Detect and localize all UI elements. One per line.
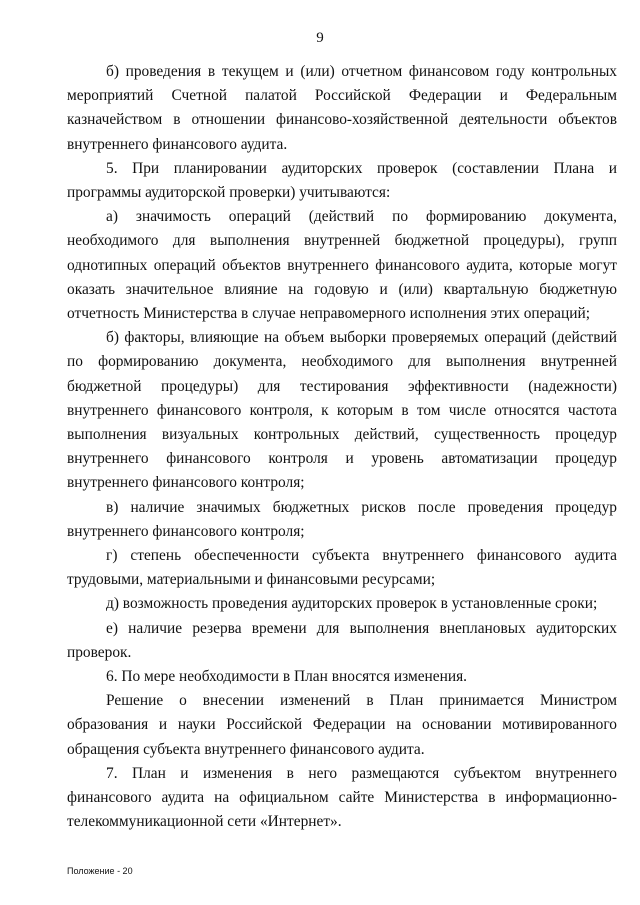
footer-label: Положение - 20 [67,866,133,876]
paragraph-v-budget-risks: в) наличие значимых бюджетных рисков после проведения процедур внутреннего финансового контроля; [67,498,617,540]
paragraph-e-time-reserve: е) наличие резерва времени для выполнения внеплановых аудиторских проверок. [67,619,617,661]
paragraph-7-publication: 7. План и изменения в него размещаются субъектом внутреннего финансового аудита на официальном сайте Министерства в информационно-телекоммуникационной сети «Интернет». [67,764,617,831]
document-body [67,60,617,835]
paragraph-d-deadlines: д) возможность проведения аудиторских проверок в установленные сроки; [106,595,598,613]
paragraph-b-control-measures: б) проведения в текущем и (или) отчетном финансовом году контрольных мероприятий Счетной палатой Российской Федерации и Федеральным казначейством в отношении финансово-хозяйственной деятельности объектов внутреннего финансового аудита. [67,63,617,153]
page-number: 9 [316,30,324,46]
paragraph-decision: Решение о внесении изменений в План принимается Министром образования и науки Российской Федерации на основании мотивированного обращения субъекта внутреннего финансового аудита. [67,692,617,758]
paragraph-5-planning: 5. При планировании аудиторских проверок (составлении Плана и программы аудиторской проверки) учитываются: [67,159,617,202]
paragraph-g-resources: г) степень обеспеченности субъекта внутреннего финансового аудита трудовыми, материальными и финансовыми ресурсами; [67,547,617,589]
paragraph-b-factors: б) факторы, влияющие на объем выборки проверяемых операций (действий по формированию документа, необходимого для выполнения внутренней бюджетной процедуры) для тестирования эффективности (надежности) внутреннего финансового контроля, к которым в том числе относятся частота выполнения визуальных контрольных действий, существенность процедур внутреннего финансового контроля и уровень автоматизации процедур внутреннего финансового контроля; [67,329,617,492]
paragraph-a-significance: а) значимость операций (действий по формированию документа, необходимого для выполнения внутренней бюджетной процедуры), групп однотипных операций объектов внутреннего финансового аудита, которые могут оказать значительное влияние на годовую и (или) квартальную бюджетную отчетность Министерства в случае неправомерного исполнения этих операций; [67,208,617,323]
paragraph-6-changes: 6. По мере необходимости в План вносятся изменения. [106,668,468,686]
